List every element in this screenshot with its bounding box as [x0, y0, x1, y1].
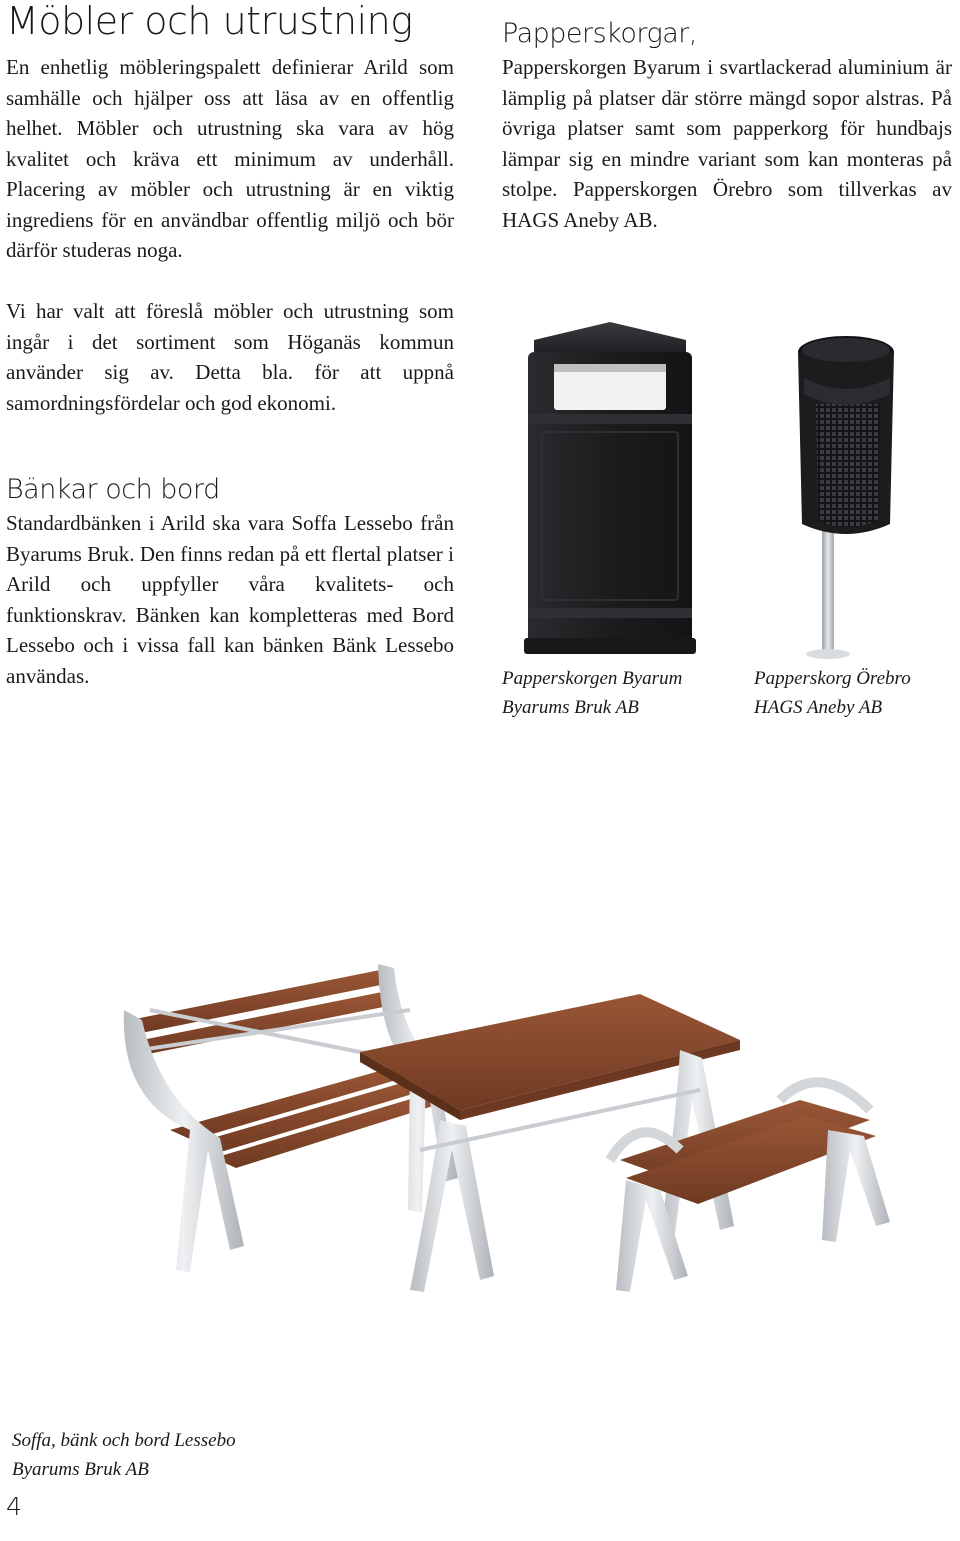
caption-furniture-line2: Byarums Bruk AB: [12, 1459, 149, 1480]
caption-byarum-line2: Byarums Bruk AB: [502, 697, 639, 718]
bins-paragraph: Papperskorgen Byarum i svartlackerad aluminium är lämplig på platser där större mängd sopor alstras. På övriga platser samt som papperkorg för hundbajs lämpar sig en mindre variant som kan monteras på stolpe. Papperskorgen Örebro som tillverkas av HAGS Aneby AB.: [502, 55, 952, 232]
caption-orebro: [754, 664, 911, 722]
caption-orebro-line2: HAGS Aneby AB: [754, 697, 883, 718]
bench-lessebo: [610, 1082, 890, 1292]
caption-furniture-line1: Soffa, bänk och bord Lessebo: [12, 1430, 236, 1451]
benches-heading: Bänkar och bord: [6, 474, 220, 505]
benches-paragraph: Standardbänken i Arild ska vara Soffa Lessebo från Byarums Bruk. Den finns redan på ett flertal platser i Arild och uppfyller våra kvalitets- och funktionskrav. Bänken kan kompletteras med Bord Lessebo och i vissa fall kan bänken Bänk Lessebo användas.: [6, 511, 454, 688]
caption-furniture: [12, 1426, 236, 1484]
byarum-bin-image: [520, 318, 700, 658]
caption-byarum-line1: Papperskorgen Byarum: [502, 668, 683, 689]
page-number: 4: [6, 1492, 22, 1521]
intro-paragraph: En enhetlig möbleringspalett definierar Arild som samhälle och hjälper oss att läsa av en offentlig helhet. Möbler och utrustning ska vara av hög kvalitet och kräva ett minimum av underhåll. Placering av möbler och utrustning är en viktig ingrediens för en användbar offentlig miljö och bör därför studeras noga.: [6, 55, 454, 262]
page-title: Möbler och utrustning: [6, 0, 413, 43]
bins-heading: Papperskorgar,: [502, 18, 697, 49]
sofa-lessebo: [124, 964, 458, 1272]
orebro-bin-image: [760, 324, 940, 664]
sortiment-paragraph: Vi har valt att föreslå möbler och utrustning som ingår i det sortiment som Höganäs kommun använder sig av. Detta bla. för att uppnå samordningsfördelar och god ekonomi.: [6, 299, 454, 415]
caption-orebro-line1: Papperskorg Örebro: [754, 668, 911, 689]
lessebo-furniture-image: [80, 950, 900, 1310]
caption-byarum: [502, 664, 682, 722]
